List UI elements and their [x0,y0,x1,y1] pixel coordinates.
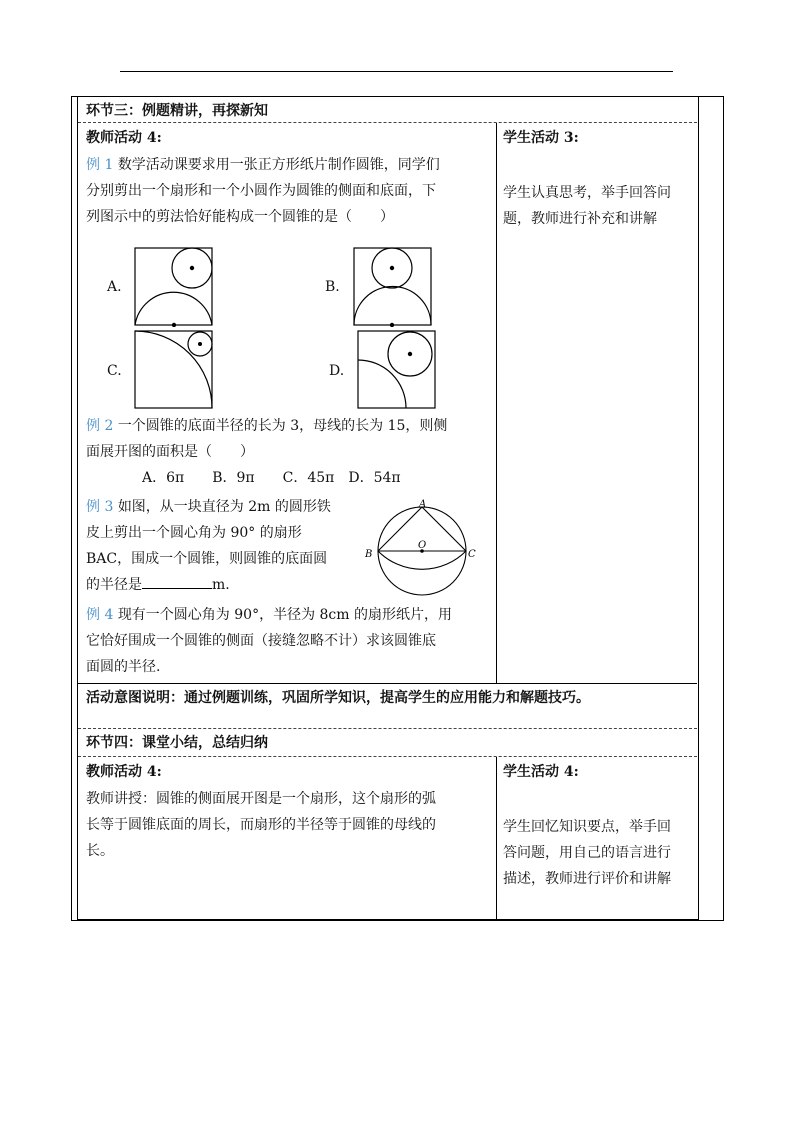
example1-line: 分别剪出一个扇形和一个小圆作为圆锥的侧面和底面，下 [86,183,436,199]
student-activity-title: 学生活动 3: [503,130,579,146]
option-b-label: B. [325,279,340,295]
student-text-line: 学生回忆知识要点，举手回 [503,819,671,835]
summary-line: 长等于圆锥底面的周长，而扇形的半径等于圆锥的母线的 [86,817,436,833]
example2-tag: 例 2 [86,418,114,434]
option-b-figure [353,247,433,327]
example4 [86,602,491,680]
example3-line: 如图，从一块直径为 2m 的圆形铁 [117,499,331,515]
example1 [86,152,491,230]
example2-line: 面展开图的面积是（ ） [86,444,254,460]
option-a-figure [134,247,214,327]
divider [78,683,697,684]
summary-line: 长。 [86,843,114,859]
student-activity-title: 学生活动 4: [503,764,579,780]
option-d-figure [357,330,437,410]
label-b: B [365,549,373,560]
example4-line: 现有一个圆心角为 90°，半径为 8cm 的扇形纸片，用 [117,607,452,623]
teacher-activity-title: 教师活动 4: [86,764,162,780]
example1-line: 数学活动课要求用一张正方形纸片制作圆锥，同学们 [117,157,440,173]
section4-heading: 环节四：课堂小结，总结归纳 [86,735,268,751]
student-text-line: 题，教师进行补充和讲解 [503,211,657,227]
example3 [86,494,376,598]
student-text-line: 描述，教师进行评价和讲解 [503,871,671,887]
column-divider [496,757,497,919]
answer-blank [142,574,212,589]
teacher-activity-title: 教师活动 4: [86,130,162,146]
student-activity-text [503,180,671,232]
example3-circle-figure [362,496,482,598]
example2 [86,413,491,491]
header-rule [120,71,673,72]
option-d-label: D. [329,363,345,379]
example2-choices: A．6π B．9π C．45π D．54π [142,470,401,486]
option-c-figure [134,330,214,410]
example3-tag: 例 3 [86,499,114,515]
example4-line: 它恰好围成一个圆锥的侧面（接缝忽略不计）求该圆锥底 [86,633,436,649]
divider [78,756,697,757]
example1-tag: 例 1 [86,157,114,173]
option-a-label: A. [107,279,122,295]
divider [78,122,697,123]
student-text-line: 答问题，用自己的语言进行 [503,845,671,861]
label-o: O [418,540,427,551]
label-c: C [468,549,476,560]
label-a: A [419,499,427,510]
example4-tag: 例 4 [86,607,114,623]
example3-line: BAC，围成一个圆锥，则圆锥的底面圆 [86,551,328,567]
example3-line: 的半径是 [86,577,142,593]
example2-line: 一个圆锥的底面半径的长为 3，母线的长为 15，则侧 [117,418,448,434]
column-divider [496,123,497,683]
option-c-label: C. [107,363,122,379]
example3-line: 皮上剪出一个圆心角为 90° 的扇形 [86,525,302,541]
divider [78,728,697,729]
section3-heading: 环节三：例题精讲，再探新知 [86,103,268,119]
example4-line: 面圆的半径. [86,659,161,675]
example1-line: 列图示中的剪法恰好能构成一个圆锥的是（ ） [86,209,394,225]
example3-unit: m. [212,577,230,593]
student-activity-text [503,814,671,892]
summary-line: 教师讲授：圆锥的侧面展开图是一个扇形，这个扇形的弧 [86,791,436,807]
activity-intent: 活动意图说明：通过例题训练，巩固所学知识，提高学生的应用能力和解题技巧。 [86,690,590,706]
student-text-line: 学生认真思考，举手回答问 [503,185,671,201]
summary-text [86,786,436,864]
